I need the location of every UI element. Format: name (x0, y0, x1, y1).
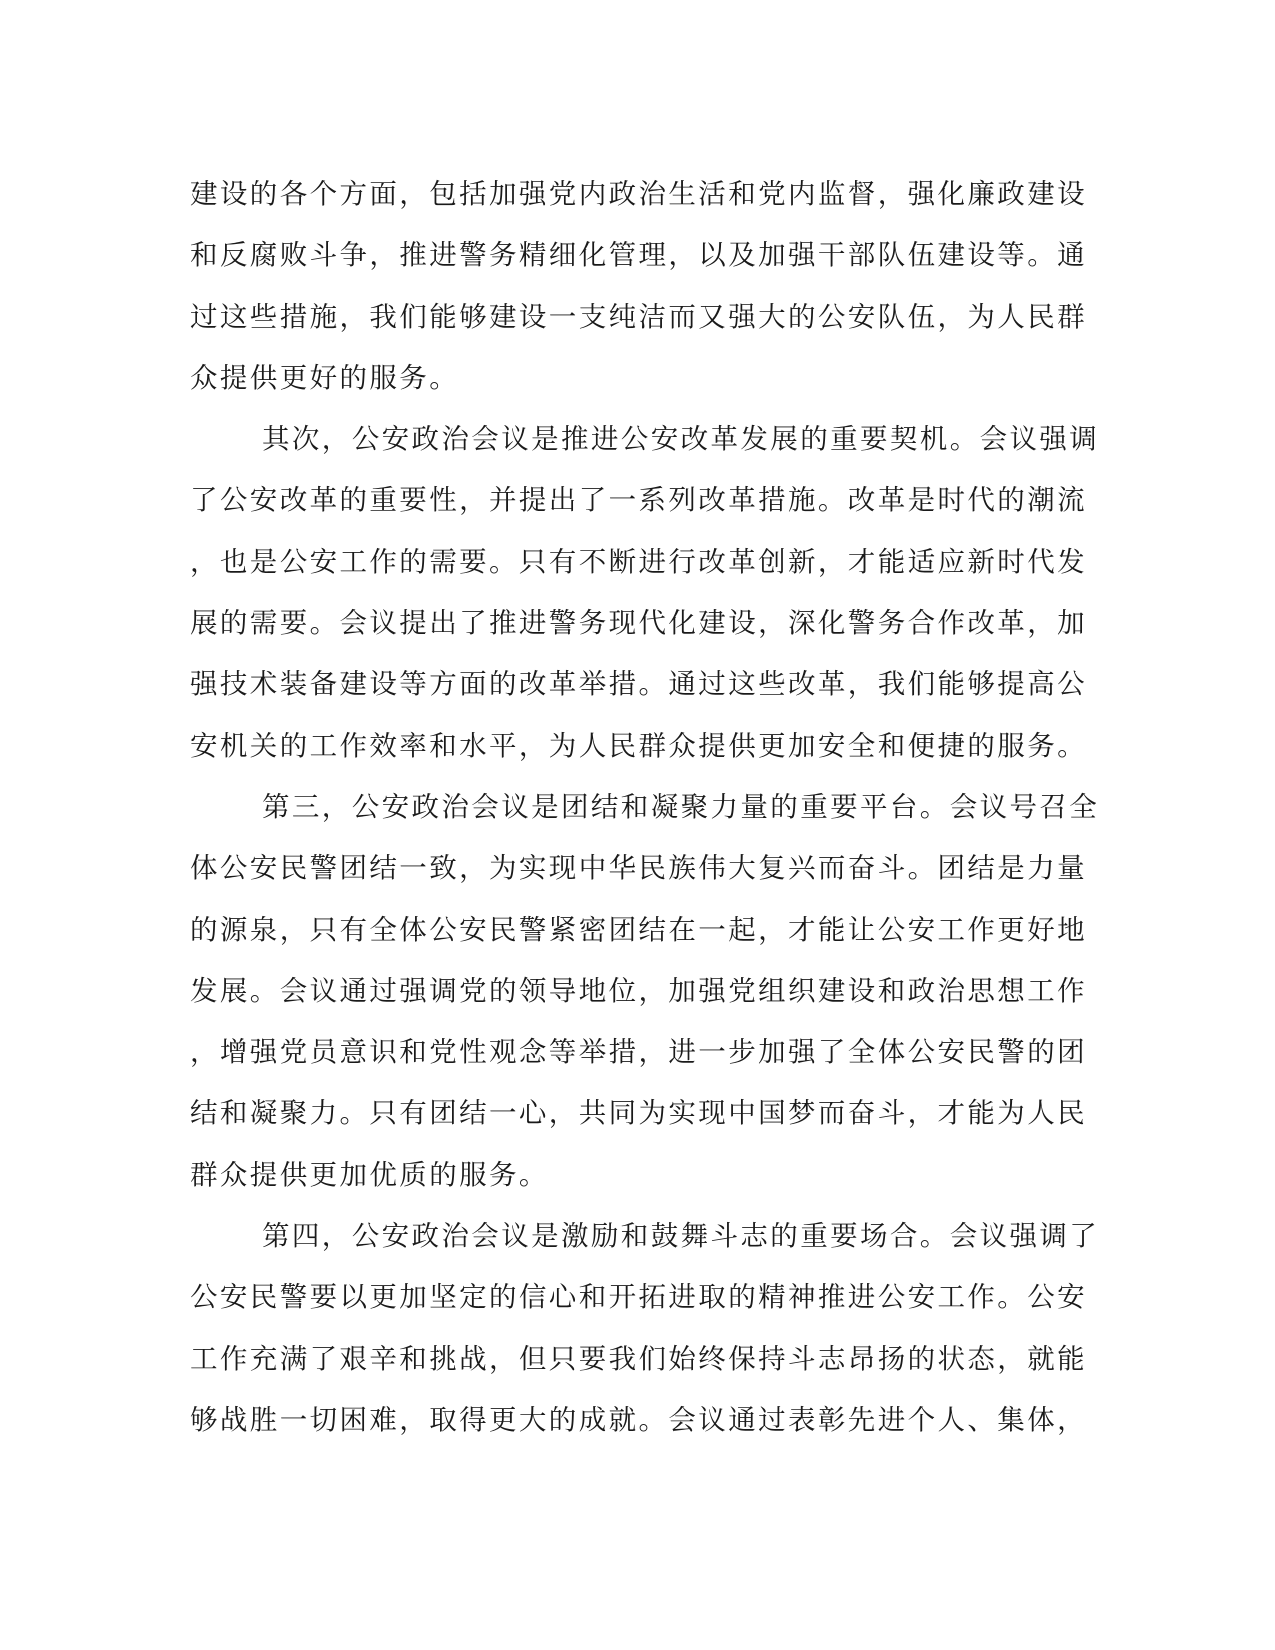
text-line: 够战胜一切困难，取得更大的成就。会议通过表彰先进个人、集体， (190, 1403, 1087, 1436)
text-line: 体公安民警团结一致，为实现中华民族伟大复兴而奋斗。团结是力量 (190, 852, 1087, 885)
text-line: 建设的各个方面，包括加强党内政治生活和党内监督，强化廉政建设 (190, 178, 1087, 210)
paragraph-first-line: 第四，公安政治会议是激励和鼓舞斗志的重要场合。会议强调了 (262, 1220, 1100, 1253)
text-line: 的源泉，只有全体公安民警紧密团结在一起，才能让公安工作更好地 (190, 913, 1087, 946)
text-line: ，也是公安工作的需要。只有不断进行改革创新，才能适应新时代发 (190, 545, 1087, 578)
text-line: 工作充满了艰辛和挑战，但只要我们始终保持斗志昂扬的状态，就能 (190, 1342, 1087, 1375)
text-line: 过这些措施，我们能够建设一支纯洁而又强大的公安队伍，为人民群 (190, 300, 1087, 333)
text-line: 公安民警要以更加坚定的信心和开拓进取的精神推进公安工作。公安 (190, 1281, 1087, 1314)
text-line: 展的需要。会议提出了推进警务现代化建设，深化警务合作改革，加 (190, 607, 1087, 640)
text-line: ，增强党员意识和党性观念等举措，进一步加强了全体公安民警的团 (190, 1036, 1087, 1069)
text-line: 发展。会议通过强调党的领导地位，加强党组织建设和政治思想工作 (190, 974, 1087, 1007)
text-line: 强技术装备建设等方面的改革举措。通过这些改革，我们能够提高公 (190, 668, 1087, 701)
text-line: 众提供更好的服务。 (190, 361, 460, 394)
body-text (190, 164, 1100, 1451)
text-line: 安机关的工作效率和水平，为人民群众提供更加安全和便捷的服务。 (190, 729, 1087, 762)
text-line: 群众提供更加优质的服务。 (190, 1158, 549, 1191)
text-line: 和反腐败斗争，推进警务精细化管理，以及加强干部队伍建设等。通 (190, 239, 1087, 272)
paragraph-first-line: 第三，公安政治会议是团结和凝聚力量的重要平台。会议号召全 (262, 790, 1100, 823)
text-line: 了公安改革的重要性，并提出了一系列改革措施。改革是时代的潮流 (190, 484, 1087, 517)
paragraph-first-line: 其次，公安政治会议是推进公安改革发展的重要契机。会议强调 (262, 423, 1100, 456)
text-line: 结和凝聚力。只有团结一心，共同为实现中国梦而奋斗，才能为人民 (190, 1097, 1087, 1130)
